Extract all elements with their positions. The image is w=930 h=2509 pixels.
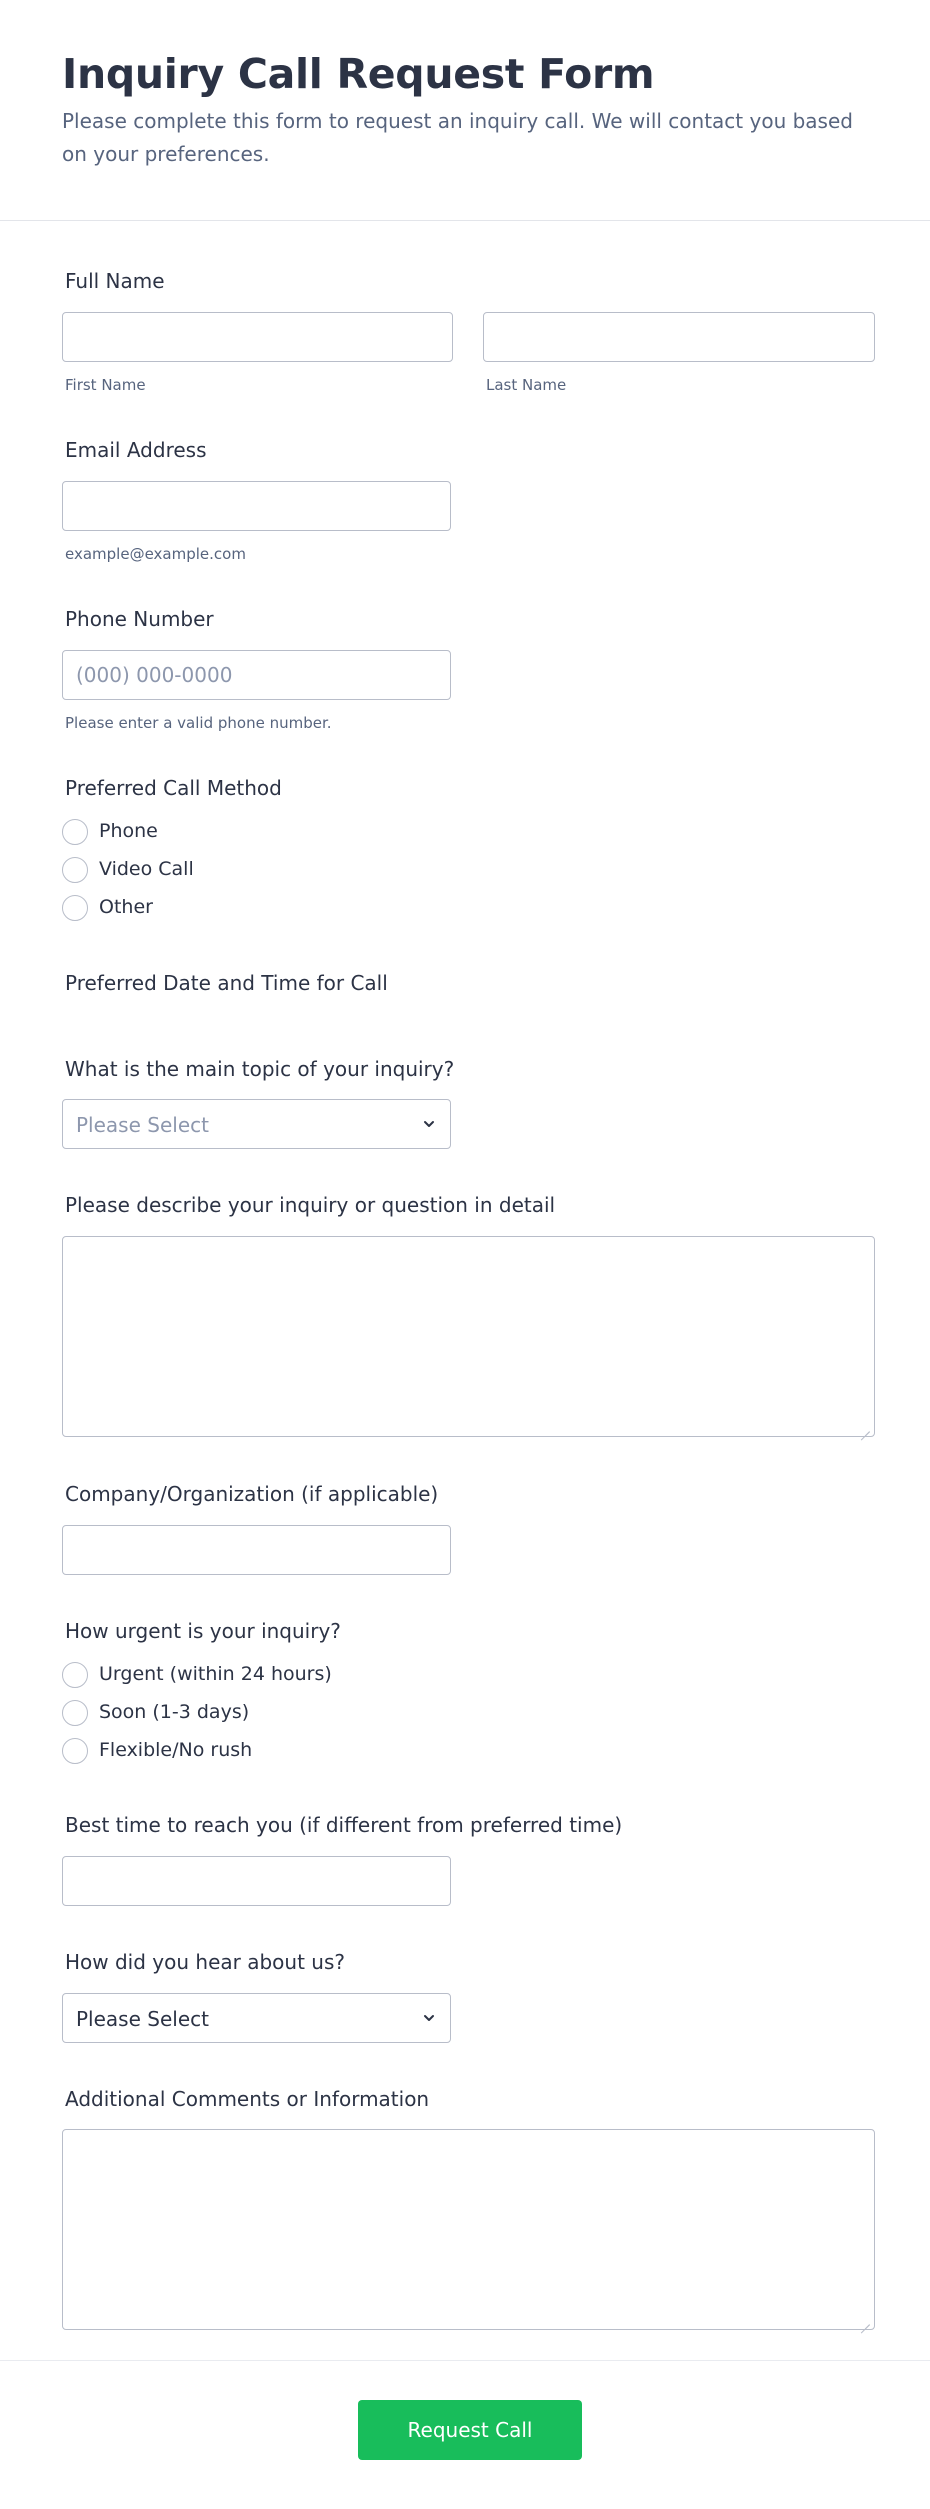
urgency-label: How urgent is your inquiry?: [65, 1619, 341, 1643]
email-label: Email Address: [65, 438, 207, 462]
referral-label: How did you hear about us?: [65, 1950, 345, 1974]
form-subtitle: Please complete this form to request an inquiry call. We will contact you based on your preferences.: [62, 109, 853, 166]
radio-label: Urgent (within 24 hours): [99, 1663, 332, 1685]
radio-label: Flexible/No rush: [99, 1739, 253, 1761]
request-call-button[interactable]: Request Call: [358, 2400, 582, 2460]
radio-button[interactable]: [62, 857, 88, 883]
best-time-label: Best time to reach you (if different from preferred time): [65, 1813, 623, 1837]
resize-handle-icon[interactable]: [860, 2315, 870, 2325]
chevron-down-icon: [422, 1117, 436, 1131]
company-label: Company/Organization (if applicable): [65, 1482, 439, 1506]
email-input[interactable]: [62, 481, 451, 531]
phone-input[interactable]: [62, 650, 451, 700]
radio-button[interactable]: [62, 895, 88, 921]
first-name-input[interactable]: [62, 312, 453, 362]
phone-label: Phone Number: [65, 607, 214, 631]
form-title: Inquiry Call Request Form: [62, 50, 655, 98]
first-name-sublabel: First Name: [65, 376, 146, 394]
last-name-sublabel: Last Name: [486, 376, 567, 394]
referral-select-value: Please Select: [76, 2007, 209, 2031]
comments-textarea[interactable]: [62, 2129, 875, 2330]
description-label: Please describe your inquiry or question in detail: [65, 1193, 556, 1217]
chevron-down-icon: [422, 2011, 436, 2025]
topic-label: What is the main topic of your inquiry?: [65, 1057, 455, 1081]
radio-button[interactable]: [62, 1738, 88, 1764]
radio-label: Other: [99, 896, 153, 918]
last-name-input[interactable]: [483, 312, 875, 362]
comments-label: Additional Comments or Information: [65, 2087, 430, 2111]
topic-select-value: Please Select: [76, 1113, 209, 1137]
radio-button[interactable]: [62, 1700, 88, 1726]
full-name-label: Full Name: [65, 269, 165, 293]
radio-button[interactable]: [62, 1662, 88, 1688]
topic-select[interactable]: [62, 1099, 451, 1149]
description-textarea[interactable]: [62, 1236, 875, 1437]
radio-label: Video Call: [99, 858, 194, 880]
best-time-input[interactable]: [62, 1856, 451, 1906]
form-header: [0, 0, 930, 221]
phone-sublabel: Please enter a valid phone number.: [65, 714, 332, 732]
email-sublabel: example@example.com: [65, 545, 246, 563]
call-method-label: Preferred Call Method: [65, 776, 282, 800]
referral-select[interactable]: [62, 1993, 451, 2043]
radio-label: Soon (1-3 days): [99, 1701, 250, 1723]
resize-handle-icon[interactable]: [860, 1422, 870, 1432]
date-time-label: Preferred Date and Time for Call: [65, 971, 388, 995]
company-input[interactable]: [62, 1525, 451, 1575]
radio-label: Phone: [99, 820, 158, 842]
radio-button[interactable]: [62, 819, 88, 845]
